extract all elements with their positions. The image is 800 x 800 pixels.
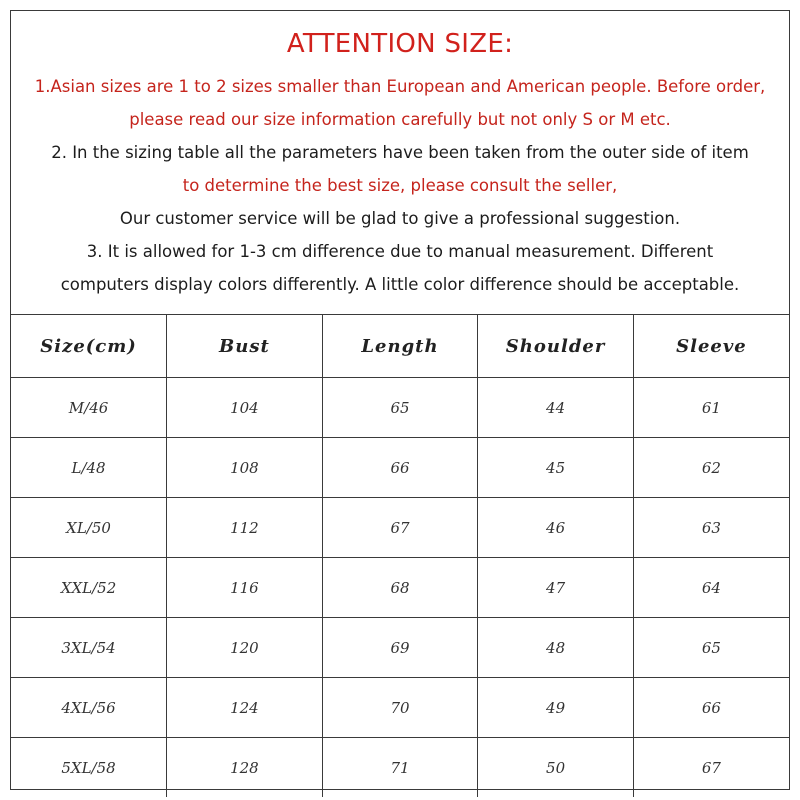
cell-size: XXL/52 bbox=[11, 558, 167, 618]
cell-sleeve: 66 bbox=[633, 678, 789, 738]
notice-line-6: 3. It is allowed for 1-3 cm difference due to manual measurement. Different bbox=[86, 242, 714, 261]
header-shoulder: Shoulder bbox=[478, 315, 634, 378]
cell-sleeve: 65 bbox=[633, 618, 789, 678]
cell-length: 68 bbox=[322, 558, 478, 618]
cell-shoulder: 50 bbox=[478, 738, 634, 798]
table-header-row bbox=[11, 315, 789, 378]
cell-sleeve: 61 bbox=[633, 378, 789, 438]
table-row bbox=[11, 378, 789, 438]
notice-line-7: computers display colors differently. A little color difference should be acceptable. bbox=[60, 275, 740, 294]
cell-length: 67 bbox=[322, 498, 478, 558]
cell-sleeve: 63 bbox=[633, 498, 789, 558]
notice-line-3: 2. In the sizing table all the parameters have been taken from the outer side of item bbox=[51, 143, 749, 162]
cell-sleeve: 67 bbox=[633, 738, 789, 798]
cell-bust: 120 bbox=[167, 618, 323, 678]
cell-length: 66 bbox=[322, 438, 478, 498]
cell-size: 5XL/58 bbox=[11, 738, 167, 798]
size-chart-frame bbox=[10, 10, 790, 790]
cell-sleeve: 64 bbox=[633, 558, 789, 618]
cell-length: 69 bbox=[322, 618, 478, 678]
header-sleeve: Sleeve bbox=[633, 315, 789, 378]
table-row bbox=[11, 738, 789, 798]
cell-bust: 116 bbox=[167, 558, 323, 618]
cell-shoulder: 48 bbox=[478, 618, 634, 678]
notice-line-5: Our customer service will be glad to give a professional suggestion. bbox=[119, 209, 681, 228]
cell-shoulder: 45 bbox=[478, 438, 634, 498]
header-bust: Bust bbox=[167, 315, 323, 378]
cell-shoulder: 47 bbox=[478, 558, 634, 618]
cell-bust: 124 bbox=[167, 678, 323, 738]
cell-bust: 108 bbox=[167, 438, 323, 498]
cell-shoulder: 46 bbox=[478, 498, 634, 558]
cell-size: M/46 bbox=[11, 378, 167, 438]
cell-bust: 104 bbox=[167, 378, 323, 438]
cell-length: 70 bbox=[322, 678, 478, 738]
cell-size: L/48 bbox=[11, 438, 167, 498]
notice-line-2: please read our size information carefully but not only S or M etc. bbox=[129, 110, 671, 129]
table-row bbox=[11, 498, 789, 558]
header-length: Length bbox=[322, 315, 478, 378]
size-notice bbox=[11, 11, 789, 315]
table-row bbox=[11, 618, 789, 678]
cell-size: XL/50 bbox=[11, 498, 167, 558]
size-table bbox=[11, 315, 789, 797]
notice-line-1: 1.Asian sizes are 1 to 2 sizes smaller than European and American people. Before order, bbox=[34, 77, 766, 96]
table-row bbox=[11, 558, 789, 618]
cell-length: 65 bbox=[322, 378, 478, 438]
cell-sleeve: 62 bbox=[633, 438, 789, 498]
cell-bust: 112 bbox=[167, 498, 323, 558]
cell-shoulder: 49 bbox=[478, 678, 634, 738]
cell-shoulder: 44 bbox=[478, 378, 634, 438]
cell-bust: 128 bbox=[167, 738, 323, 798]
notice-line-4: to determine the best size, please consult the seller, bbox=[182, 176, 618, 195]
table-row bbox=[11, 438, 789, 498]
table-row bbox=[11, 678, 789, 738]
cell-size: 3XL/54 bbox=[11, 618, 167, 678]
cell-size: 4XL/56 bbox=[11, 678, 167, 738]
cell-length: 71 bbox=[322, 738, 478, 798]
header-size: Size(cm) bbox=[11, 315, 167, 378]
notice-title: ATTENTION SIZE: bbox=[286, 29, 514, 59]
